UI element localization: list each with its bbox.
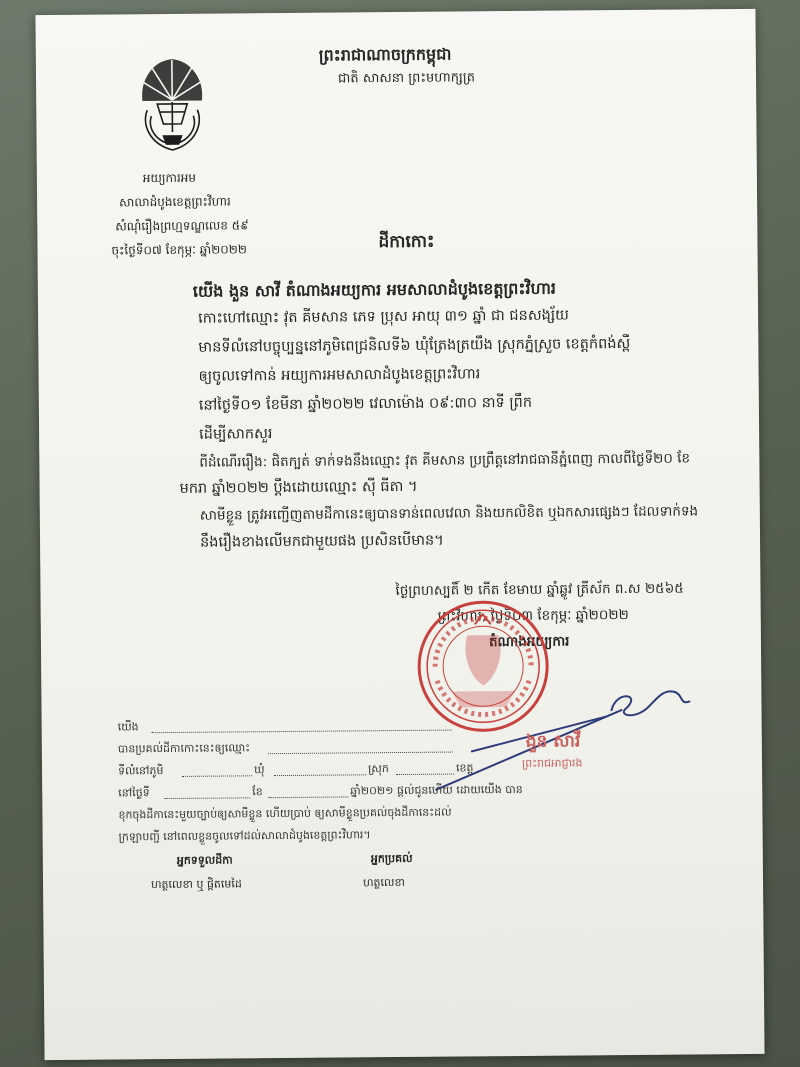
signatory-title: តំណាងអយ្យការ <box>488 633 570 651</box>
stamp-name: ងួន សាវី <box>525 731 581 752</box>
body-line-6: ពីដំណើររឿង: ផិតក្បត់ ទាក់ទងនឹងឈ្មោះ វុត គីមសាន ប្រព្រឹត្តនៅរាជធានីភ្នំពេញ កាលពីថ្ងៃទី២០ ខែ <box>199 450 691 471</box>
stamp-role: ព្រះរាជអាជ្ញារង <box>521 756 583 770</box>
receiver-signature-label: ហត្ថលេខា ឬ ផ្តិតមេដៃ <box>150 877 242 892</box>
body-line-8: សាមីខ្លួន ត្រូវអញ្ជើញតាមដីកានេះឲ្យបានទាន់ពេលវេលា និងយកលិខិត ឬឯកសារផ្សេងៗ ដែលទាក់ទង <box>199 503 699 524</box>
form-line-6: ក្រឡាបញ្ជី នៅពេលខ្លួនចូលទៅដល់សាលាដំបូងខេត្តព្រះវិហារ។ <box>118 828 371 844</box>
body-line-1: កោះហៅឈ្មោះ វុត គីមសាន ភេទ ប្រុស អាយុ ៣១ ឆ្នាំ ជា ជនសង្ស័យ <box>198 307 570 327</box>
form-line-3a: ទីលំនៅភូមិ <box>117 764 164 778</box>
form-blank-1 <box>152 730 452 734</box>
document-page <box>35 9 764 1060</box>
letterhead-case-number: សំណុំរឿងព្រហ្មទណ្ឌលេខ ៥៩ <box>115 218 249 234</box>
letterhead-court: សាលាដំបូងខេត្តព្រះវិហារ <box>119 194 231 210</box>
royal-emblem-icon <box>133 52 212 163</box>
name-stamp <box>518 730 628 783</box>
form-line-4c: ឆ្នាំ២០២១ ផ្ដល់ជូនហើយ ដោយយើង បាន <box>350 782 523 798</box>
form-line-2: បានប្រគល់ដីកាកោះនេះឲ្យឈ្មោះ <box>117 741 251 756</box>
receiver-title: អ្នកទទួលដីកា <box>176 853 233 867</box>
deliverer-title: អ្នកប្រគល់ <box>370 851 413 866</box>
form-blank-3a <box>182 775 252 777</box>
solar-date: ព្រះវិហារ, ថ្ងៃទី០៣ ខែកុម្ភៈ ឆ្នាំ២០២២ <box>437 607 629 625</box>
lunar-date: ថ្ងៃព្រហស្បតិ៍ ២ កើត ខែមាឃ ឆ្នាំឆ្លូវ ត្រីស័ក ព.ស ២៥៦៥ <box>395 580 684 600</box>
body-line-5: ដើម្បីសាកសួរ <box>199 426 273 443</box>
form-line-5: ខុកចុងដីកានេះមួយច្បាប់ឲ្យសាមីខ្លួន ហើយប្រាប់ ឲ្យសាមីខ្លួនប្រគល់ចុងដីកានេះដល់ <box>118 805 452 822</box>
body-line-3: ឲ្យចូលទៅកាន់ អយ្យការអមសាលាដំបូងខេត្តព្រះវិហារ <box>198 366 481 385</box>
form-blank-4b <box>268 796 348 798</box>
body-line-7: មករា ឆ្នាំ២០២២ ប្ដឹងដោយឈ្មោះ ស៊ី ធីតា ។ <box>179 478 418 497</box>
issuer-heading: យើង ងួន សាវី តំណាងអយ្យការ អមសាលាដំបូងខេត្តព្រះវិហារ <box>192 278 557 301</box>
body-line-4: នៅថ្ងៃទី០១ ខែមីនា ឆ្នាំ២០២២ វេលាម៉ោង ០៩:៣០ នាទី ព្រឹក <box>198 394 533 414</box>
kingdom-header: ព្រះរាជាណាចក្រកម្ពុជា <box>318 44 452 65</box>
deliverer-signature-label: ហត្ថលេខា <box>362 875 405 890</box>
form-line-4a: នៅថ្ងៃទី <box>118 786 150 800</box>
form-line-4b: ខែ <box>252 785 263 799</box>
form-line-1: យើង <box>117 720 139 734</box>
body-line-2: មានទីលំនៅបច្ចុប្បន្ននៅភូមិពេជ្រនិលទី៦ ឃុំត្រែងត្រយឹង ស្រុកភ្នំស្រួច ខេត្តកំពង់ស្ពឺ <box>198 335 631 356</box>
form-blank-4a <box>164 797 250 799</box>
form-line-3d: ខេត្ត <box>455 761 474 775</box>
form-blank-3b <box>274 774 366 776</box>
letterhead-office: អយ្យការអម <box>142 170 197 186</box>
body-line-9: នឹងរឿងខាងលើមកជាមួយផង ប្រសិនបើមាន។ <box>199 532 444 551</box>
document-type-title: ដីកាកោះ <box>378 231 435 253</box>
motto-header: ជាតិ សាសនា ព្រះមហាក្សត្រ <box>337 70 476 87</box>
form-line-3b: ឃុំ <box>253 763 265 777</box>
letterhead-date: ចុះថ្ងៃទី០៧ ខែកុម្ភៈ ឆ្នាំ២០២២ <box>111 242 247 258</box>
form-line-3c: ស្រុក <box>367 762 389 776</box>
